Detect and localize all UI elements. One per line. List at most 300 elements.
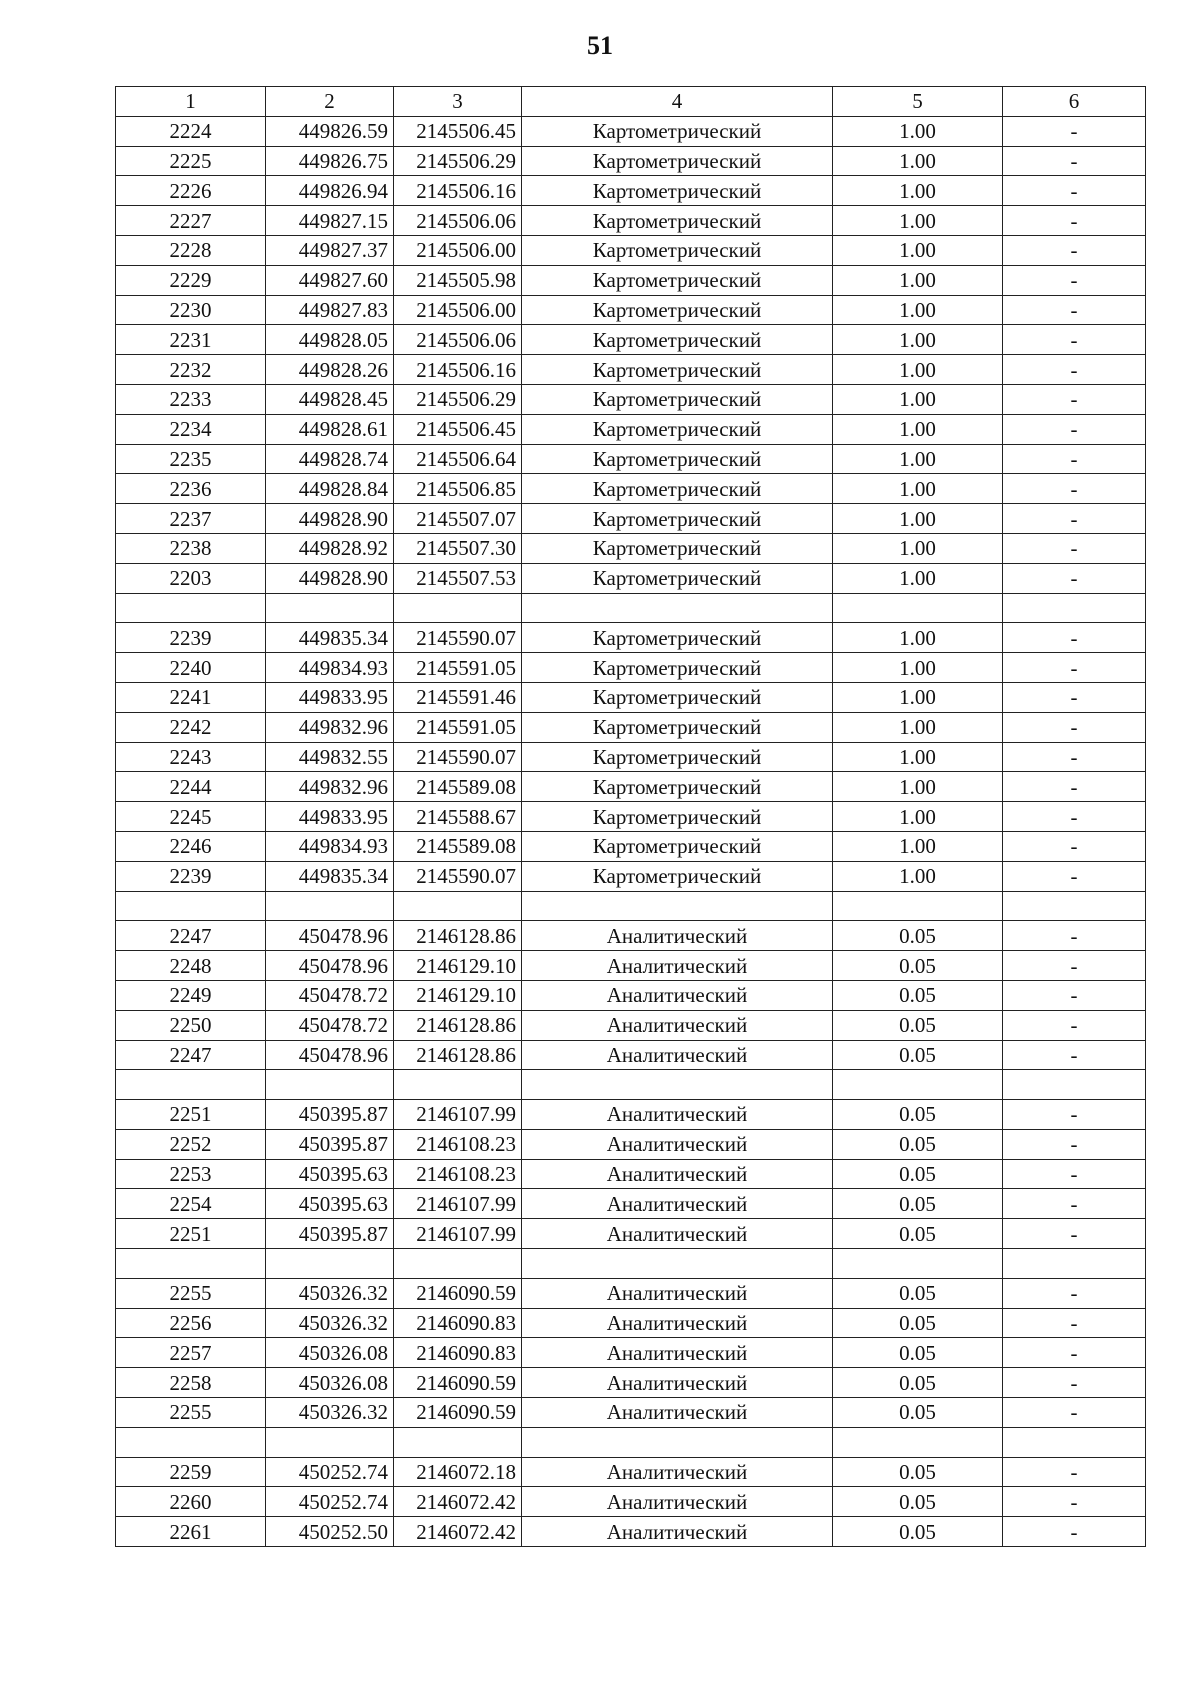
table-row: [116, 146, 1146, 176]
method-cell: Картометрический: [522, 653, 833, 683]
x-coordinate-cell: 450478.96: [266, 921, 394, 951]
x-coordinate-cell: 450326.32: [266, 1398, 394, 1428]
y-coordinate-cell: 2145506.16: [394, 176, 522, 206]
method-cell: Аналитический: [522, 1100, 833, 1130]
table-separator-row: [116, 891, 1146, 921]
y-coordinate-cell: 2145507.53: [394, 563, 522, 593]
note-cell: -: [1003, 414, 1146, 444]
method-cell: Картометрический: [522, 712, 833, 742]
accuracy-cell: 0.05: [833, 1457, 1003, 1487]
table-row: [116, 414, 1146, 444]
x-coordinate-cell: 449828.84: [266, 474, 394, 504]
method-cell: Картометрический: [522, 355, 833, 385]
point-number-cell: 2260: [116, 1487, 266, 1517]
note-cell: [1003, 593, 1146, 623]
method-cell: Аналитический: [522, 1219, 833, 1249]
accuracy-cell: 1.00: [833, 116, 1003, 146]
note-cell: -: [1003, 831, 1146, 861]
accuracy-cell: 1.00: [833, 146, 1003, 176]
y-coordinate-cell: 2145506.00: [394, 235, 522, 265]
method-cell: Картометрический: [522, 235, 833, 265]
x-coordinate-cell: 449828.26: [266, 355, 394, 385]
table-row: [116, 116, 1146, 146]
method-cell: [522, 593, 833, 623]
x-coordinate-cell: 450478.72: [266, 980, 394, 1010]
note-cell: [1003, 1249, 1146, 1279]
note-cell: -: [1003, 235, 1146, 265]
method-cell: [522, 1249, 833, 1279]
point-number-cell: 2256: [116, 1308, 266, 1338]
table-row: [116, 653, 1146, 683]
table-row: [116, 623, 1146, 653]
method-cell: [522, 1427, 833, 1457]
y-coordinate-cell: 2145588.67: [394, 802, 522, 832]
table-row: [116, 802, 1146, 832]
page-number: 51: [587, 31, 613, 60]
table-row: [116, 831, 1146, 861]
point-number-cell: 2259: [116, 1457, 266, 1487]
point-number-cell: 2261: [116, 1517, 266, 1547]
method-cell: Картометрический: [522, 176, 833, 206]
point-number-cell: 2248: [116, 951, 266, 981]
x-coordinate-cell: 450395.63: [266, 1159, 394, 1189]
note-cell: -: [1003, 325, 1146, 355]
accuracy-cell: 1.00: [833, 563, 1003, 593]
accuracy-cell: 0.05: [833, 1368, 1003, 1398]
x-coordinate-cell: 449827.37: [266, 235, 394, 265]
method-cell: Аналитический: [522, 1398, 833, 1428]
note-cell: -: [1003, 1308, 1146, 1338]
accuracy-cell: 1.00: [833, 325, 1003, 355]
accuracy-cell: 1.00: [833, 355, 1003, 385]
accuracy-cell: 1.00: [833, 474, 1003, 504]
method-cell: Картометрический: [522, 206, 833, 236]
x-coordinate-cell: 449827.60: [266, 265, 394, 295]
x-coordinate-cell: 450326.08: [266, 1368, 394, 1398]
method-cell: Картометрический: [522, 116, 833, 146]
method-cell: Аналитический: [522, 1278, 833, 1308]
point-number-cell: 2240: [116, 653, 266, 683]
y-coordinate-cell: 2146129.10: [394, 951, 522, 981]
coordinates-table: [115, 86, 1146, 1547]
point-number-cell: 2231: [116, 325, 266, 355]
table-row: [116, 1457, 1146, 1487]
y-coordinate-cell: 2146090.83: [394, 1338, 522, 1368]
accuracy-cell: 1.00: [833, 414, 1003, 444]
accuracy-cell: [833, 1427, 1003, 1457]
x-coordinate-cell: 449828.61: [266, 414, 394, 444]
point-number-cell: 2252: [116, 1129, 266, 1159]
accuracy-cell: [833, 1249, 1003, 1279]
y-coordinate-cell: 2145590.07: [394, 861, 522, 891]
note-cell: -: [1003, 623, 1146, 653]
accuracy-cell: 0.05: [833, 1398, 1003, 1428]
note-cell: -: [1003, 1487, 1146, 1517]
note-cell: -: [1003, 1368, 1146, 1398]
point-number-cell: [116, 1070, 266, 1100]
note-cell: -: [1003, 980, 1146, 1010]
note-cell: -: [1003, 504, 1146, 534]
table-row: [116, 1278, 1146, 1308]
y-coordinate-cell: 2145590.07: [394, 623, 522, 653]
note-cell: -: [1003, 1338, 1146, 1368]
note-cell: -: [1003, 384, 1146, 414]
y-coordinate-cell: 2145505.98: [394, 265, 522, 295]
x-coordinate-cell: 449826.75: [266, 146, 394, 176]
x-coordinate-cell: 450478.96: [266, 951, 394, 981]
method-cell: [522, 891, 833, 921]
x-coordinate-cell: 450395.87: [266, 1100, 394, 1130]
method-cell: Аналитический: [522, 1010, 833, 1040]
accuracy-cell: 0.05: [833, 1517, 1003, 1547]
y-coordinate-cell: [394, 1070, 522, 1100]
note-cell: -: [1003, 533, 1146, 563]
accuracy-cell: 1.00: [833, 295, 1003, 325]
x-coordinate-cell: 449828.92: [266, 533, 394, 563]
y-coordinate-cell: 2146090.83: [394, 1308, 522, 1338]
accuracy-cell: 0.05: [833, 1010, 1003, 1040]
table-row: [116, 504, 1146, 534]
accuracy-cell: 1.00: [833, 831, 1003, 861]
table-row: [116, 1308, 1146, 1338]
column-header: 6: [1003, 87, 1146, 117]
y-coordinate-cell: 2146090.59: [394, 1398, 522, 1428]
accuracy-cell: 1.00: [833, 504, 1003, 534]
method-cell: Аналитический: [522, 1517, 833, 1547]
x-coordinate-cell: [266, 1070, 394, 1100]
table-row: [116, 921, 1146, 951]
method-cell: Аналитический: [522, 1308, 833, 1338]
method-cell: Картометрический: [522, 414, 833, 444]
table-header-row: [116, 87, 1146, 117]
y-coordinate-cell: 2145591.05: [394, 653, 522, 683]
y-coordinate-cell: 2146107.99: [394, 1219, 522, 1249]
x-coordinate-cell: 450252.50: [266, 1517, 394, 1547]
point-number-cell: 2227: [116, 206, 266, 236]
y-coordinate-cell: 2145506.45: [394, 414, 522, 444]
y-coordinate-cell: 2146090.59: [394, 1278, 522, 1308]
column-header: 5: [833, 87, 1003, 117]
point-number-cell: 2255: [116, 1278, 266, 1308]
accuracy-cell: 1.00: [833, 772, 1003, 802]
x-coordinate-cell: 449827.83: [266, 295, 394, 325]
x-coordinate-cell: [266, 891, 394, 921]
point-number-cell: 2242: [116, 712, 266, 742]
point-number-cell: 2239: [116, 623, 266, 653]
x-coordinate-cell: [266, 1249, 394, 1279]
method-cell: Аналитический: [522, 1338, 833, 1368]
point-number-cell: 2226: [116, 176, 266, 206]
y-coordinate-cell: 2145506.45: [394, 116, 522, 146]
note-cell: -: [1003, 921, 1146, 951]
y-coordinate-cell: 2146107.99: [394, 1100, 522, 1130]
point-number-cell: 2241: [116, 682, 266, 712]
x-coordinate-cell: 450478.96: [266, 1040, 394, 1070]
point-number-cell: 2238: [116, 533, 266, 563]
accuracy-cell: 0.05: [833, 1189, 1003, 1219]
y-coordinate-cell: 2146090.59: [394, 1368, 522, 1398]
x-coordinate-cell: 449832.96: [266, 772, 394, 802]
accuracy-cell: 1.00: [833, 742, 1003, 772]
point-number-cell: 2258: [116, 1368, 266, 1398]
table-row: [116, 325, 1146, 355]
x-coordinate-cell: 449828.45: [266, 384, 394, 414]
method-cell: Аналитический: [522, 1368, 833, 1398]
y-coordinate-cell: 2145506.64: [394, 444, 522, 474]
x-coordinate-cell: 449832.96: [266, 712, 394, 742]
table-separator-row: [116, 1427, 1146, 1457]
x-coordinate-cell: 449835.34: [266, 623, 394, 653]
table-row: [116, 1100, 1146, 1130]
table-row: [116, 1338, 1146, 1368]
point-number-cell: 2244: [116, 772, 266, 802]
method-cell: Картометрический: [522, 384, 833, 414]
x-coordinate-cell: 450395.87: [266, 1219, 394, 1249]
table-row: [116, 1189, 1146, 1219]
method-cell: Аналитический: [522, 951, 833, 981]
y-coordinate-cell: [394, 593, 522, 623]
note-cell: -: [1003, 116, 1146, 146]
y-coordinate-cell: 2145506.29: [394, 384, 522, 414]
accuracy-cell: 1.00: [833, 206, 1003, 236]
point-number-cell: 2233: [116, 384, 266, 414]
accuracy-cell: 0.05: [833, 1040, 1003, 1070]
method-cell: Картометрический: [522, 504, 833, 534]
table-separator-row: [116, 1070, 1146, 1100]
note-cell: -: [1003, 1040, 1146, 1070]
y-coordinate-cell: 2145507.07: [394, 504, 522, 534]
note-cell: [1003, 891, 1146, 921]
method-cell: Аналитический: [522, 1189, 833, 1219]
point-number-cell: 2247: [116, 921, 266, 951]
x-coordinate-cell: 449828.05: [266, 325, 394, 355]
point-number-cell: 2236: [116, 474, 266, 504]
accuracy-cell: 0.05: [833, 1219, 1003, 1249]
x-coordinate-cell: 449833.95: [266, 802, 394, 832]
point-number-cell: 2251: [116, 1100, 266, 1130]
accuracy-cell: 0.05: [833, 1487, 1003, 1517]
y-coordinate-cell: 2146128.86: [394, 921, 522, 951]
accuracy-cell: 1.00: [833, 265, 1003, 295]
accuracy-cell: 0.05: [833, 951, 1003, 981]
y-coordinate-cell: 2146129.10: [394, 980, 522, 1010]
table-row: [116, 265, 1146, 295]
method-cell: Картометрический: [522, 772, 833, 802]
x-coordinate-cell: 449827.15: [266, 206, 394, 236]
table-separator-row: [116, 1249, 1146, 1279]
table-row: [116, 1040, 1146, 1070]
y-coordinate-cell: 2145589.08: [394, 772, 522, 802]
y-coordinate-cell: 2145506.85: [394, 474, 522, 504]
point-number-cell: 2234: [116, 414, 266, 444]
accuracy-cell: 1.00: [833, 444, 1003, 474]
note-cell: -: [1003, 861, 1146, 891]
y-coordinate-cell: 2146128.86: [394, 1010, 522, 1040]
method-cell: Картометрический: [522, 861, 833, 891]
accuracy-cell: 0.05: [833, 1278, 1003, 1308]
x-coordinate-cell: [266, 1427, 394, 1457]
method-cell: Картометрический: [522, 146, 833, 176]
note-cell: -: [1003, 146, 1146, 176]
point-number-cell: 2224: [116, 116, 266, 146]
point-number-cell: 2246: [116, 831, 266, 861]
table-row: [116, 1517, 1146, 1547]
x-coordinate-cell: 450478.72: [266, 1010, 394, 1040]
note-cell: -: [1003, 1457, 1146, 1487]
x-coordinate-cell: 450252.74: [266, 1457, 394, 1487]
table-row: [116, 235, 1146, 265]
method-cell: Картометрический: [522, 295, 833, 325]
accuracy-cell: 1.00: [833, 176, 1003, 206]
point-number-cell: [116, 891, 266, 921]
x-coordinate-cell: 450395.87: [266, 1129, 394, 1159]
point-number-cell: 2229: [116, 265, 266, 295]
method-cell: Аналитический: [522, 1457, 833, 1487]
accuracy-cell: [833, 1070, 1003, 1100]
note-cell: -: [1003, 563, 1146, 593]
method-cell: Аналитический: [522, 1159, 833, 1189]
table-row: [116, 1368, 1146, 1398]
table-row: [116, 295, 1146, 325]
point-number-cell: 2203: [116, 563, 266, 593]
accuracy-cell: 0.05: [833, 921, 1003, 951]
accuracy-cell: 1.00: [833, 384, 1003, 414]
table-row: [116, 712, 1146, 742]
note-cell: -: [1003, 1010, 1146, 1040]
accuracy-cell: 0.05: [833, 1129, 1003, 1159]
method-cell: Картометрический: [522, 802, 833, 832]
x-coordinate-cell: 450326.08: [266, 1338, 394, 1368]
point-number-cell: 2257: [116, 1338, 266, 1368]
table-row: [116, 206, 1146, 236]
x-coordinate-cell: 449834.93: [266, 653, 394, 683]
x-coordinate-cell: 449832.55: [266, 742, 394, 772]
table-row: [116, 951, 1146, 981]
table-row: [116, 355, 1146, 385]
method-cell: Аналитический: [522, 1487, 833, 1517]
x-coordinate-cell: 449833.95: [266, 682, 394, 712]
y-coordinate-cell: 2145589.08: [394, 831, 522, 861]
note-cell: -: [1003, 295, 1146, 325]
table-row: [116, 176, 1146, 206]
note-cell: [1003, 1427, 1146, 1457]
column-header: 3: [394, 87, 522, 117]
accuracy-cell: 0.05: [833, 980, 1003, 1010]
point-number-cell: 2230: [116, 295, 266, 325]
point-number-cell: 2249: [116, 980, 266, 1010]
method-cell: Аналитический: [522, 1040, 833, 1070]
note-cell: -: [1003, 444, 1146, 474]
column-header: 1: [116, 87, 266, 117]
table-row: [116, 1129, 1146, 1159]
table-row: [116, 1219, 1146, 1249]
column-header: 2: [266, 87, 394, 117]
method-cell: Картометрический: [522, 533, 833, 563]
note-cell: -: [1003, 1100, 1146, 1130]
note-cell: -: [1003, 712, 1146, 742]
accuracy-cell: 0.05: [833, 1159, 1003, 1189]
note-cell: -: [1003, 1278, 1146, 1308]
accuracy-cell: 1.00: [833, 861, 1003, 891]
note-cell: -: [1003, 265, 1146, 295]
accuracy-cell: 1.00: [833, 533, 1003, 563]
note-cell: -: [1003, 1189, 1146, 1219]
y-coordinate-cell: [394, 891, 522, 921]
x-coordinate-cell: 449834.93: [266, 831, 394, 861]
y-coordinate-cell: 2146072.42: [394, 1487, 522, 1517]
accuracy-cell: 0.05: [833, 1338, 1003, 1368]
y-coordinate-cell: 2145591.05: [394, 712, 522, 742]
y-coordinate-cell: 2145506.29: [394, 146, 522, 176]
accuracy-cell: [833, 593, 1003, 623]
method-cell: Картометрический: [522, 831, 833, 861]
note-cell: -: [1003, 355, 1146, 385]
x-coordinate-cell: 449835.34: [266, 861, 394, 891]
point-number-cell: 2254: [116, 1189, 266, 1219]
y-coordinate-cell: 2146108.23: [394, 1159, 522, 1189]
y-coordinate-cell: 2145506.00: [394, 295, 522, 325]
x-coordinate-cell: 450252.74: [266, 1487, 394, 1517]
column-header: 4: [522, 87, 833, 117]
x-coordinate-cell: 449826.94: [266, 176, 394, 206]
table-row: [116, 563, 1146, 593]
note-cell: -: [1003, 951, 1146, 981]
point-number-cell: 2245: [116, 802, 266, 832]
y-coordinate-cell: [394, 1249, 522, 1279]
x-coordinate-cell: 450395.63: [266, 1189, 394, 1219]
y-coordinate-cell: 2146072.18: [394, 1457, 522, 1487]
table-row: [116, 1010, 1146, 1040]
y-coordinate-cell: 2145507.30: [394, 533, 522, 563]
table-row: [116, 533, 1146, 563]
note-cell: -: [1003, 682, 1146, 712]
note-cell: [1003, 1070, 1146, 1100]
table-row: [116, 1487, 1146, 1517]
method-cell: Картометрический: [522, 563, 833, 593]
table-separator-row: [116, 593, 1146, 623]
method-cell: Картометрический: [522, 444, 833, 474]
accuracy-cell: 1.00: [833, 623, 1003, 653]
method-cell: [522, 1070, 833, 1100]
point-number-cell: 2253: [116, 1159, 266, 1189]
x-coordinate-cell: 449828.74: [266, 444, 394, 474]
note-cell: -: [1003, 1219, 1146, 1249]
x-coordinate-cell: 449828.90: [266, 504, 394, 534]
note-cell: -: [1003, 772, 1146, 802]
note-cell: -: [1003, 1517, 1146, 1547]
table-row: [116, 444, 1146, 474]
y-coordinate-cell: 2146108.23: [394, 1129, 522, 1159]
method-cell: Картометрический: [522, 265, 833, 295]
table-row: [116, 682, 1146, 712]
method-cell: Картометрический: [522, 682, 833, 712]
accuracy-cell: 1.00: [833, 235, 1003, 265]
accuracy-cell: 1.00: [833, 653, 1003, 683]
y-coordinate-cell: 2145506.06: [394, 325, 522, 355]
point-number-cell: 2237: [116, 504, 266, 534]
point-number-cell: [116, 593, 266, 623]
point-number-cell: 2232: [116, 355, 266, 385]
note-cell: -: [1003, 474, 1146, 504]
x-coordinate-cell: [266, 593, 394, 623]
note-cell: -: [1003, 802, 1146, 832]
x-coordinate-cell: 450326.32: [266, 1278, 394, 1308]
table-row: [116, 861, 1146, 891]
method-cell: Картометрический: [522, 742, 833, 772]
point-number-cell: 2255: [116, 1398, 266, 1428]
note-cell: -: [1003, 1159, 1146, 1189]
y-coordinate-cell: [394, 1427, 522, 1457]
